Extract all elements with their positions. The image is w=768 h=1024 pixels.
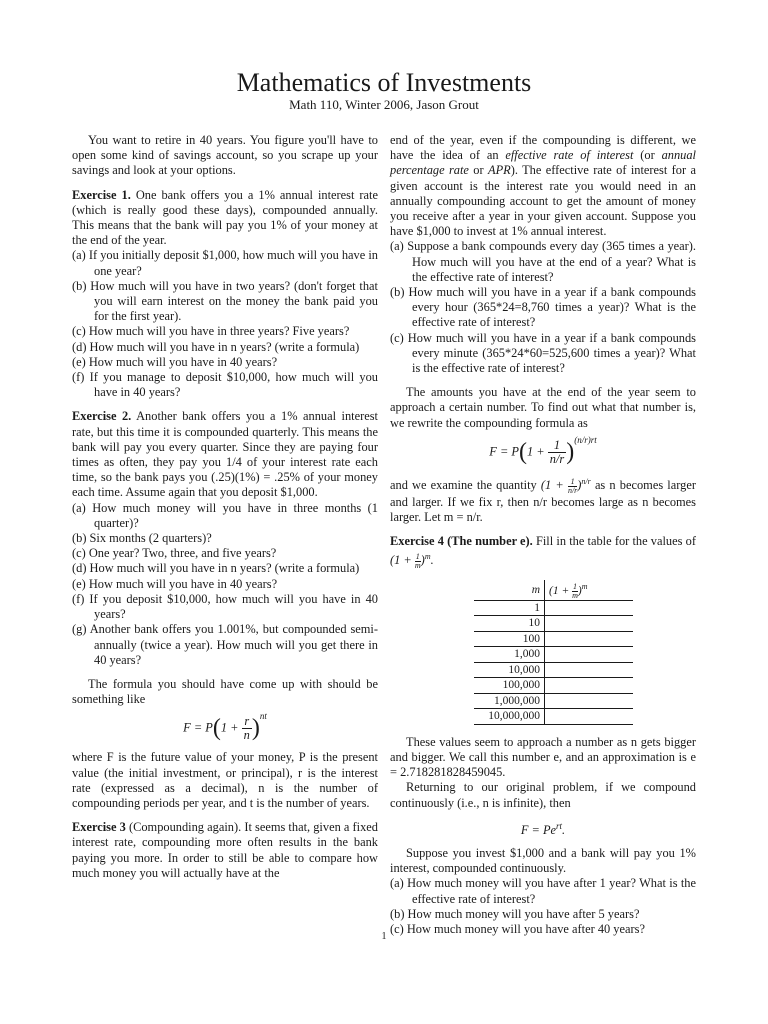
exercise-3-text: It seems that, given a fixed interest rate, compounding more often results in the bank paying you more. In order to still be able to compare how much money you will actually have at the	[72, 820, 378, 880]
exercise-4-expression: (1 + $\frac{1}{m}$ )$^m$.	[390, 552, 434, 571]
examine-paragraph	[390, 474, 696, 525]
exercise-1-heading: Exercise 1.	[72, 187, 131, 202]
list-item: (a) How much money will you have in three months (1 quarter)?	[72, 500, 378, 530]
list-item: (b) How much will you have in two years? (don't forget that you will earn interest on the money the bank paid you for the first year).	[72, 278, 378, 324]
examine-text-b: as n becomes larger and larger. If we fix r, then n/r becomes large as n becomes larger. Let m = n/r.	[390, 477, 696, 524]
exercise-3-heading: Exercise 3	[72, 820, 126, 835]
exercise-3-text-c: or	[473, 163, 484, 178]
values-table	[474, 580, 633, 725]
intro-paragraph: You want to retire in 40 years. You figure you'll have to open some kind of savings account, so you scrape up your savings and look at your options.	[72, 133, 378, 178]
quantity-expression: (1 + $\frac{1}{n/r}$ )$^{n/r}$	[540, 476, 591, 495]
exercise-2	[72, 409, 378, 500]
list-item: (c) How much will you have in three years? Five years?	[72, 324, 350, 339]
table-header-expression: (1 + $\frac{1}{m}$ )$^m$	[545, 580, 634, 600]
compound-formula: F = P(1 + $\frac{r}{n}$ )$^{nt}$	[183, 711, 267, 743]
table-cell-m: 1,000,000	[474, 693, 545, 709]
exercise-3-text-b: (or	[640, 148, 655, 163]
table-cell-m: 1,000	[474, 647, 545, 663]
exercise-3	[72, 820, 378, 881]
suppose-paragraph: Suppose you invest $1,000 and a bank will pay you 1% interest, compounded continuously.	[390, 846, 696, 876]
list-item: (g) Another bank offers you 1.001%, but compounded semi-annually (twice a year). How much will you get there in 40 years?	[72, 622, 378, 667]
list-item: (a) Suppose a bank compounds every day (365 times a year). How much will you have at the end of a year? What is the effective rate of interest?	[390, 239, 696, 284]
list-item: (a) How much money will you have after 1 year? What is the effective rate of interest?	[390, 876, 696, 906]
exercise-4-text: Fill in the table for the values of	[535, 534, 696, 549]
exercise-4	[390, 534, 696, 570]
list-item: (f) If you deposit $10,000, how much will you have in 40 years?	[72, 591, 378, 622]
list-item: (e) How much will you have in 40 years?	[72, 354, 278, 369]
continuous-formula: $F = Pe^{rt}$.	[520, 820, 566, 837]
exercise-4-label: (The number e).	[447, 534, 533, 549]
table-cell-m: 10	[474, 616, 545, 632]
list-item: (e) How much will you have in 40 years?	[72, 576, 278, 591]
list-item: (b) Six months (2 quarters)?	[72, 531, 212, 546]
table-cell-m: 10,000	[474, 662, 545, 678]
table-cell-value[interactable]	[545, 616, 634, 632]
exercise-1	[72, 188, 378, 249]
exercise-2-list	[72, 501, 378, 668]
list-item: (c) How much will you have in a year if a bank compounds every minute (365*24*60=525,600 times a year)? What is the effective rate of interest?	[390, 330, 696, 376]
approach-paragraph: The amounts you have at the end of the year seem to approach a certain number. To find out what that number is, we rewrite the compounding formula as	[390, 385, 696, 430]
list-item: (d) How much will you have in n years? (write a formula)	[72, 339, 360, 354]
exercise-3-label: (Compounding again).	[128, 820, 242, 835]
list-item: (b) How much money will you have after 5 years?	[390, 906, 640, 921]
list-item: (c) One year? Two, three, and five years?	[72, 546, 277, 561]
exercise-2-heading: Exercise 2.	[72, 409, 132, 424]
right-column	[390, 133, 696, 937]
formula-intro: The formula you should have come up with should be something like	[72, 676, 378, 707]
table-cell-m: 10,000,000	[474, 709, 545, 725]
table-cell-value[interactable]	[545, 693, 634, 709]
table-cell-value[interactable]	[545, 600, 634, 616]
exercise-3-text-a: end of the year, even if the compounding is different, we have the idea of an	[390, 133, 696, 163]
e-paragraph: These values seem to approach a number as n gets bigger and bigger. We call this number e, and an approximation is e = 2.718281828459045.	[390, 734, 696, 780]
table-cell-value[interactable]	[545, 678, 634, 694]
formula-variables: where F is the future value of your money, P is the present value (the initial investment, or principal), r is the interest rate (expressed as a decimal), n is the number of compounding periods per year, and t is the number of years.	[72, 750, 378, 810]
continuous-paragraph: Returning to our original problem, if we compound continuously (i.e., n is infinite), then	[390, 780, 696, 810]
table-cell-value[interactable]	[545, 709, 634, 725]
list-item: (a) If you initially deposit $1,000, how much will you have in one year?	[72, 248, 378, 278]
table-cell-m: 100	[474, 631, 545, 647]
exercise-2-text: Another bank offers you a 1% annual interest rate, but this time it is compounded quarterly. This means the bank will pay you every quarter. Since they are paying four times as often, they pay you 1/4 of your interest rate each time, so the bank pays you (.25)(1%) = .25% of your money each time. Assume again that you deposit $1,000.	[72, 409, 378, 500]
page-number: 1	[381, 931, 387, 942]
exercise-4-heading: Exercise 4	[390, 534, 444, 549]
table-cell-m: 1	[474, 600, 545, 616]
exercise-3-continued	[390, 133, 696, 239]
list-item: (f) If you manage to deposit $10,000, how much will you have in 40 years?	[72, 370, 378, 400]
rewritten-formula: F = P(1 + $\frac{1}{n/r}$ )$^{(n/r)rt}$	[489, 434, 597, 466]
table-cell-value[interactable]	[545, 662, 634, 678]
table-cell-m: 100,000	[474, 678, 545, 694]
list-item: (d) How much will you have in n years? (write a formula)	[72, 561, 360, 576]
term-annual-percentage-rate: annual percentage rate	[390, 148, 696, 178]
list-item: (c) How much money will you have after 40 years?	[390, 922, 645, 937]
table-cell-value[interactable]	[545, 631, 634, 647]
exercise-1-text: One bank offers you a 1% annual interest rate (which is really good these days), compounded annually. This means that the bank will pay you 1% of your money at the end of the year.	[72, 187, 378, 248]
table-header-m: m	[474, 580, 545, 600]
exercise-3-text-d: ). The effective rate of interest for a given account is the interest rate you would need in an annually compounding account to get the amount of money you receive after a year in your given account. Suppose you have $1,000 to invest at 1% annual interest.	[390, 163, 696, 239]
exercise-1-list	[72, 248, 378, 400]
term-effective-rate: effective rate of interest	[505, 148, 634, 163]
document-subtitle: Math 110, Winter 2006, Jason Grout	[289, 97, 479, 112]
term-apr: APR	[488, 163, 511, 178]
table-cell-value[interactable]	[545, 647, 634, 663]
document-title: Mathematics of Investments	[236, 68, 532, 97]
examine-text-a: and we examine the quantity	[390, 477, 537, 492]
list-item: (b) How much will you have in a year if a bank compounds every hour (365*24=8,760 times a year)? What is the effective rate of interest?	[390, 285, 696, 330]
left-column	[72, 133, 378, 881]
exercise-3-list	[390, 239, 696, 376]
continuous-list	[390, 876, 696, 937]
